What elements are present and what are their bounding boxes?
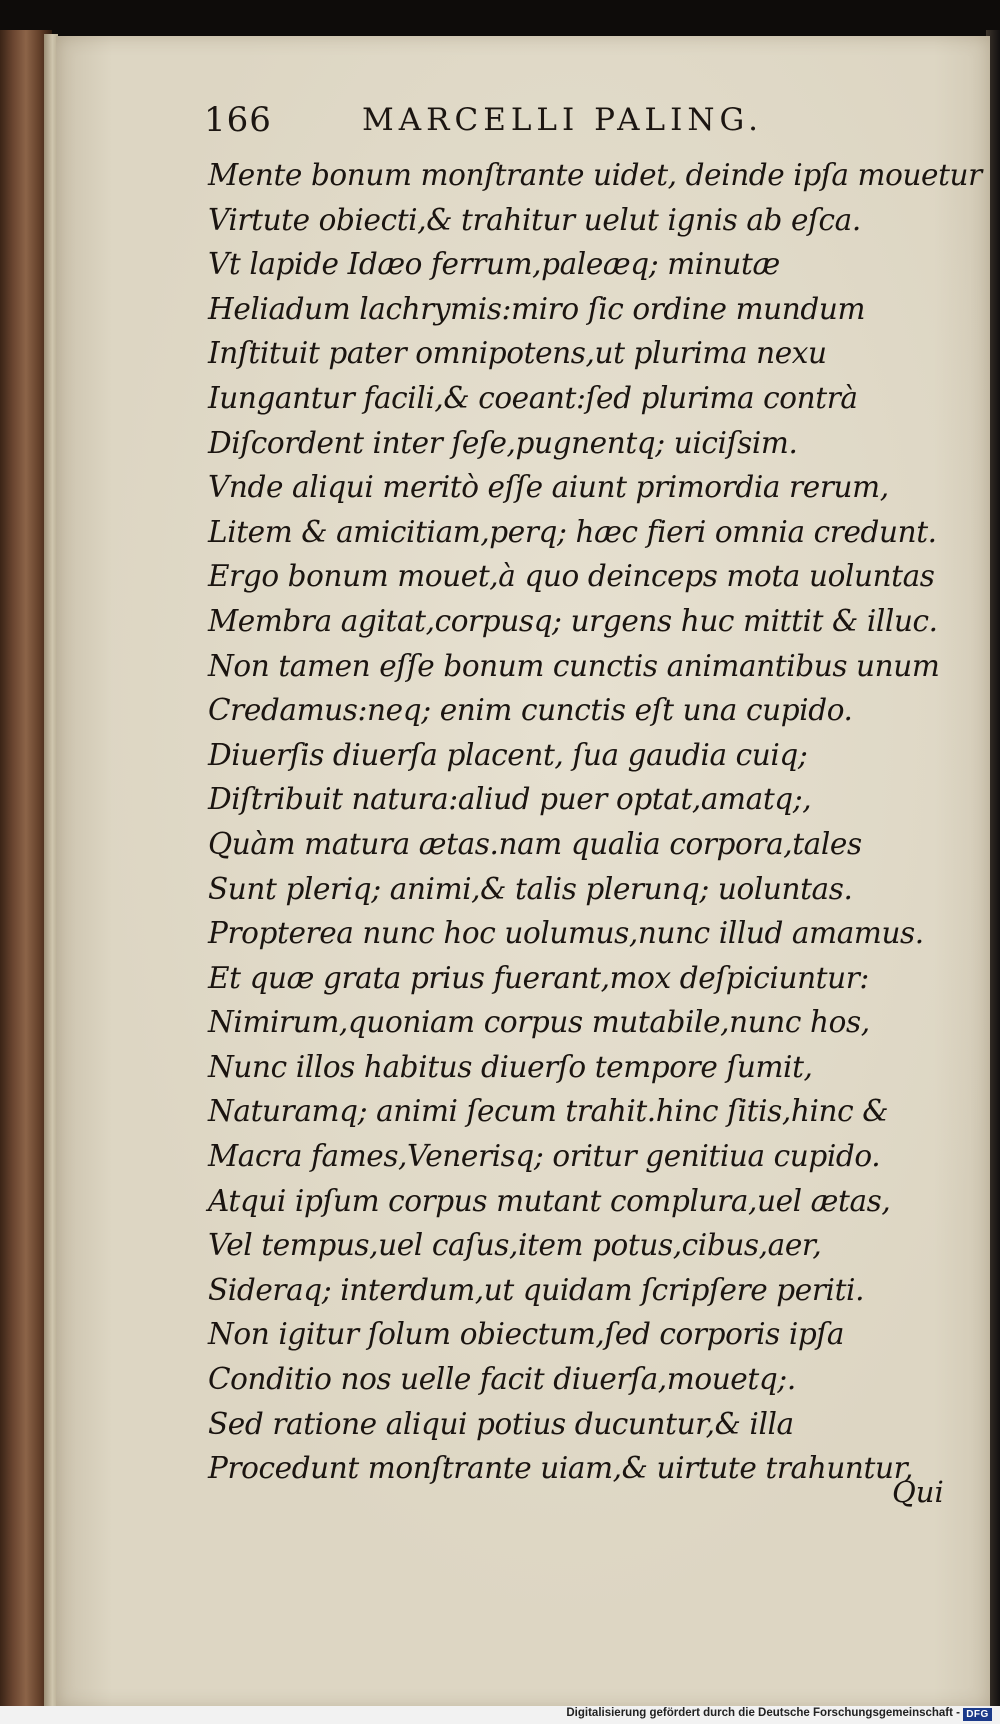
verse-line: Nunc illos habitus diuerſo tempore ſumit, (208, 1049, 813, 1084)
verse-line: Litem & amicitiam,perq; hæc fieri omnia credunt. (208, 514, 937, 549)
verse-line: Iungantur facili,& coeant:ſed plurima contrà (208, 380, 858, 415)
verse-line: Credamus:neq; enim cunctis eſt una cupido. (208, 693, 853, 728)
verse-line: Atqui ipſum corpus mutant complura,uel ætas, (208, 1183, 891, 1218)
verse-line: Quàm matura ætas.nam qualia corpora,tales (208, 826, 862, 861)
verse-text (208, 153, 982, 1491)
verse-line: Membra agitat,corpusq; urgens huc mittit & illuc. (208, 603, 938, 638)
verse-line: Et quæ grata prius fuerant,mox deſpiciuntur: (208, 960, 869, 995)
catchword: Qui (892, 1475, 944, 1509)
verse-line: Diuerſis diuerſa placent, ſua gaudia cuiq; (208, 737, 808, 772)
verse-line: Naturamq; animi ſecum trahit.hinc ſitis,hinc & (208, 1094, 889, 1129)
verse-line: Non tamen eſſe bonum cunctis animantibus unum (208, 648, 940, 683)
page-number: 166 (204, 100, 272, 140)
running-title: MARCELLI PALING. (362, 102, 763, 138)
scanner-background (0, 0, 1000, 40)
verse-line: Ergo bonum mouet,à quo deinceps mota uoluntas (208, 559, 935, 594)
funding-credit: Digitalisierung gefördert durch die Deutsche Forschungsgemeinschaft - (566, 1707, 960, 1719)
verse-line: Propterea nunc hoc uolumus,nunc illud amamus. (208, 916, 924, 951)
verse-line: Heliadum lachrymis:miro ſic ordine mundum (208, 291, 866, 326)
verse-line: Inſtituit pater omnipotens,ut plurima nexu (208, 336, 827, 371)
verse-line: Procedunt monſtrante uiam,& uirtute trahuntur, (208, 1451, 914, 1486)
verse-line: Sideraq; interdum,ut quidam ſcripſere periti. (208, 1272, 865, 1307)
dfg-logo-icon: DFG (963, 1708, 992, 1721)
verse-line: Diſtribuit natura:aliud puer optat,amatq;, (208, 782, 812, 817)
verse-line: Conditio nos uelle facit diuerſa,mouetq;. (208, 1362, 796, 1397)
verse-line: Macra fames,Venerisq; oritur genitiua cupido. (208, 1139, 881, 1174)
verse-line: Diſcordent inter ſeſe,pugnentq; uiciſsim. (208, 425, 798, 460)
verse-line: Sed ratione aliqui potius ducuntur,& illa (208, 1406, 794, 1441)
verse-line: Nimirum,quoniam corpus mutabile,nunc hos, (208, 1005, 870, 1040)
verse-line: Mente bonum monſtrante uidet, deinde ipſa mouetur (208, 158, 982, 192)
verse-line: Vnde aliqui meritò eſſe aiunt primordia rerum, (208, 470, 889, 505)
verse-line: Vt lapide Idæo ferrum,paleæq; minutæ (208, 247, 780, 282)
verse-line: Virtute obiecti,& trahitur uelut ignis ab eſca. (208, 202, 861, 237)
verse-line: Sunt pleriq; animi,& talis plerunq; uoluntas. (208, 871, 853, 906)
verse-line: Vel tempus,uel caſus,item potus,cibus,aer, (208, 1228, 822, 1263)
running-head (204, 100, 844, 148)
verse-line: Non igitur ſolum obiectum,ſed corporis ipſa (208, 1317, 845, 1352)
